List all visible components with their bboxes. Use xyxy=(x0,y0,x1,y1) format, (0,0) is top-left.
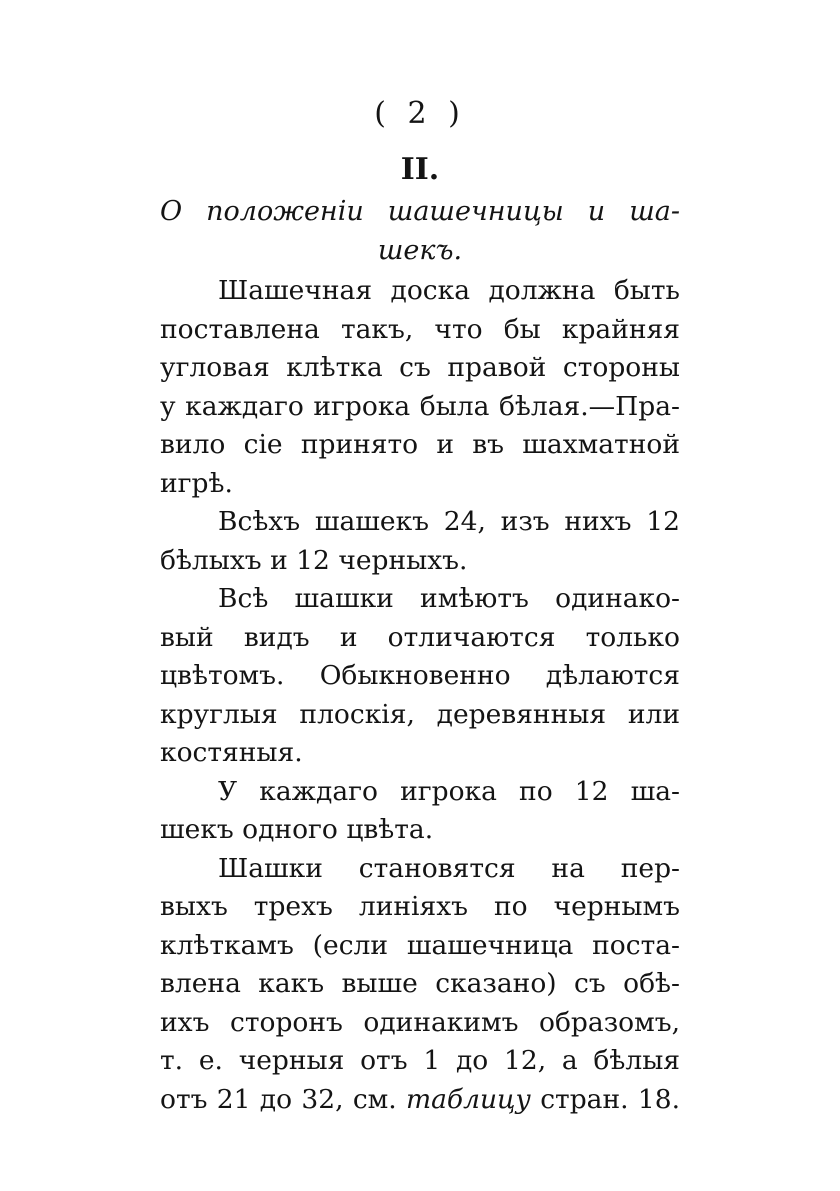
text-line: Всѣхъ шашекъ 24, изъ нихъ 12 xyxy=(218,506,680,537)
text-line: цвѣтомъ. Обыкновенно дѣлаются xyxy=(160,660,680,691)
final-text-after: стран. 18. xyxy=(530,1083,681,1115)
text-line: у каждаго игрока была бѣлая.—Пра- xyxy=(160,390,680,422)
paragraph xyxy=(160,272,680,503)
paragraph xyxy=(160,773,680,850)
final-text-before: отъ 21 до 32, см. xyxy=(160,1083,406,1115)
text-line: влена какъ выше сказано) съ обѣ- xyxy=(160,968,680,999)
text-line: костяныя. xyxy=(160,737,303,768)
table-reference: таблицу xyxy=(406,1083,531,1115)
text-line: бѣлыхъ и 12 черныхъ. xyxy=(160,544,468,576)
text-line: шекъ одного цвѣта. xyxy=(160,814,434,845)
paragraph xyxy=(160,580,680,773)
heading-line: О положеніи шашечницы и ша- xyxy=(160,196,680,227)
text-line: т. е. черныя отъ 1 до 12, а бѣлыя xyxy=(160,1045,680,1076)
heading-line: шекъ. xyxy=(377,235,463,266)
text-line: клѣткамъ (если шашечница поста- xyxy=(160,929,680,961)
text-line: угловая клѣтка съ правой стороны xyxy=(160,352,680,383)
body-text xyxy=(160,272,680,1119)
text-line: игрѣ. xyxy=(160,467,233,499)
text-line: Шашечная доска должна быть xyxy=(218,275,680,306)
text-line: поставлена такъ, что бы крайняя xyxy=(160,313,680,345)
text-line: Шашки становятся на пер- xyxy=(218,852,680,884)
chapter-number: II. xyxy=(400,152,440,187)
text-line-final xyxy=(160,1081,680,1120)
text-line: Всѣ шашки имѣютъ одинако- xyxy=(218,583,680,614)
section-heading xyxy=(160,192,680,270)
paragraph xyxy=(160,503,680,580)
text-line: вило сіе принято и въ шахматной xyxy=(160,429,680,460)
text-line: У каждаго игрока по 12 ша- xyxy=(218,775,680,807)
text-line: круглыя плоскія, деревянныя или xyxy=(160,698,680,730)
text-line: выхъ трехъ линіяхъ по чернымъ xyxy=(160,891,680,922)
paragraph xyxy=(160,850,680,1120)
page-number: ( 2 ) xyxy=(374,96,466,131)
text-line: вый видъ и отличаются только xyxy=(160,621,680,653)
text-line: ихъ сторонъ одинакимъ образомъ, xyxy=(160,1006,680,1038)
